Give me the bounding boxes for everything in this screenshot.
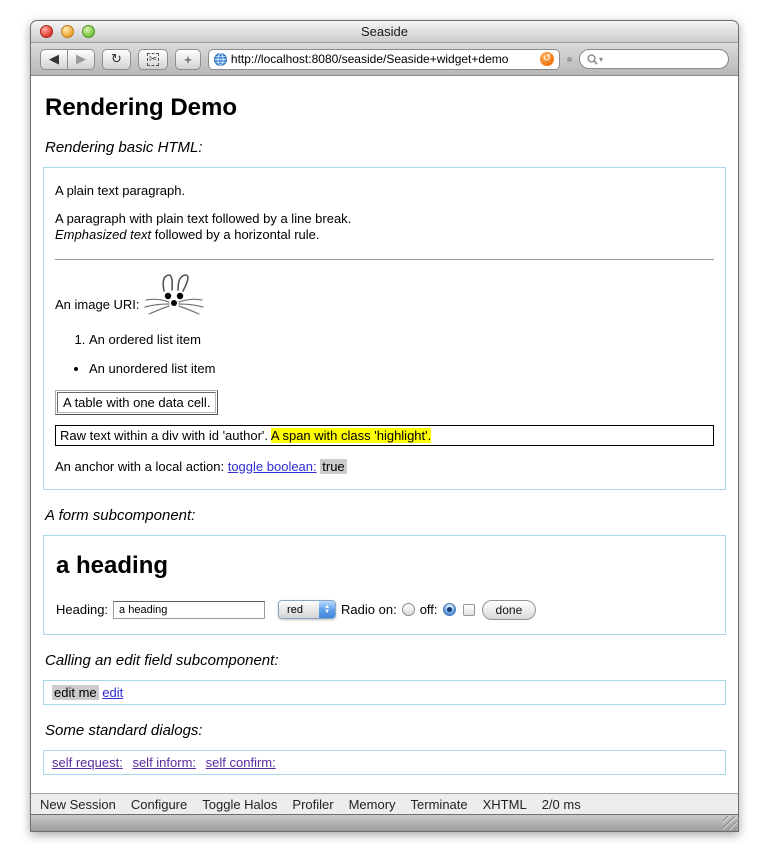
linebreak-rest: followed by a horizontal rule.: [151, 227, 320, 243]
linebreak-paragraph: [55, 211, 714, 244]
dialogs-box: [43, 750, 726, 775]
basic-html-box: [43, 167, 726, 490]
author-div-text: Raw text within a div with id 'author'.: [60, 427, 271, 443]
unordered-list-item: • An unordered list item: [89, 361, 714, 376]
edit-field-box: [43, 680, 726, 705]
table-cell: A table with one data cell.: [57, 392, 216, 413]
form-subcomponent-box: [43, 535, 726, 635]
section-heading-form: A form subcomponent:: [45, 506, 196, 524]
color-select[interactable]: [278, 600, 336, 619]
reload-button[interactable]: [102, 49, 131, 70]
new-session-button[interactable]: New Session: [40, 796, 116, 812]
snapback-icon[interactable]: ↺: [540, 52, 554, 66]
self-inform-link[interactable]: self inform:: [132, 754, 197, 770]
section-heading-edit: Calling an edit field subcomponent:: [45, 651, 279, 669]
configure-button[interactable]: Configure: [130, 796, 188, 812]
horizontal-rule: [55, 259, 714, 260]
form-row: [56, 600, 713, 620]
globe-icon: [214, 53, 227, 66]
toolbar-divider: [567, 57, 572, 62]
section-heading-dialogs: Some standard dialogs:: [45, 721, 203, 739]
forward-button[interactable]: [67, 49, 95, 70]
url-input[interactable]: [231, 52, 536, 66]
image-uri-label: An image URI:: [55, 296, 140, 312]
linebreak-line1: A paragraph with plain text followed by a line break.: [55, 211, 352, 226]
seaside-dev-toolbar: [31, 793, 738, 814]
edit-link[interactable]: edit: [102, 684, 124, 700]
nav-buttons: [40, 49, 95, 70]
scissors-icon: ✂: [148, 53, 158, 65]
plus-icon: +: [184, 51, 192, 67]
close-button-icon[interactable]: [40, 25, 53, 38]
profiler-button[interactable]: Profiler: [292, 796, 334, 812]
back-icon: ◀: [49, 51, 59, 66]
search-icon: [587, 54, 598, 65]
minimize-button-icon[interactable]: [61, 25, 74, 38]
self-confirm-link[interactable]: self confirm:: [205, 754, 276, 770]
xhtml-button[interactable]: XHTML: [482, 796, 527, 812]
browser-toolbar: [31, 43, 738, 76]
ordered-list: [55, 332, 714, 347]
resize-grip[interactable]: [723, 816, 737, 830]
heading-field-label: Heading:: [56, 602, 109, 617]
radio-on-label: Radio on:: [341, 602, 397, 617]
plain-paragraph: A plain text paragraph.: [55, 183, 186, 198]
boolean-value: true: [322, 458, 345, 474]
image-uri-line: [55, 272, 714, 318]
author-div: [55, 425, 714, 446]
radio-off-label: off:: [419, 602, 438, 617]
page-content: [31, 76, 738, 793]
chevron-down-icon: ▾: [599, 54, 604, 64]
search-box[interactable]: [579, 49, 729, 69]
toggle-boolean-link[interactable]: toggle boolean:: [227, 458, 317, 474]
demo-table: [55, 390, 218, 415]
anchor-label: An anchor with a local action:: [55, 458, 228, 474]
render-time-label: 2/0 ms: [541, 796, 581, 812]
back-button[interactable]: [40, 49, 68, 70]
ordered-list-item: 1. An ordered list item: [89, 332, 714, 347]
heading-input[interactable]: [113, 601, 265, 619]
add-bookmark-button[interactable]: [175, 49, 201, 70]
emphasized-text: Emphasized text: [55, 227, 152, 243]
unordered-list: [55, 361, 714, 376]
radio-off[interactable]: [443, 603, 456, 616]
traffic-lights: [40, 25, 95, 38]
color-select-value: red: [279, 601, 319, 618]
section-heading-basic-html: Rendering basic HTML:: [45, 139, 203, 156]
self-request-link[interactable]: self request:: [52, 754, 123, 770]
zoom-button-icon[interactable]: [82, 25, 95, 38]
window-title: Seaside: [361, 24, 408, 39]
rabbit-image: [143, 272, 205, 318]
highlight-span: A span with class 'highlight'.: [270, 427, 432, 443]
anchor-line: [55, 459, 714, 474]
edit-value: edit me: [54, 684, 97, 700]
forward-icon: ▶: [76, 51, 86, 66]
web-clip-button[interactable]: [138, 49, 168, 70]
reload-icon: ↻: [111, 51, 122, 66]
radio-on[interactable]: [402, 603, 415, 616]
page-title: Rendering Demo: [45, 94, 238, 121]
title-bar[interactable]: [31, 21, 738, 43]
form-heading: a heading: [56, 551, 169, 579]
select-stepper-icon: ▲ ▼: [319, 601, 335, 618]
search-input[interactable]: [604, 51, 721, 67]
terminate-button[interactable]: Terminate: [410, 796, 468, 812]
memory-button[interactable]: Memory: [348, 796, 396, 812]
browser-window: [30, 20, 739, 832]
window-status-bar: [31, 814, 738, 831]
toggle-halos-button[interactable]: Toggle Halos: [202, 796, 278, 812]
address-bar[interactable]: [208, 49, 560, 70]
checkbox[interactable]: [463, 604, 475, 616]
done-button[interactable]: done: [482, 600, 537, 620]
